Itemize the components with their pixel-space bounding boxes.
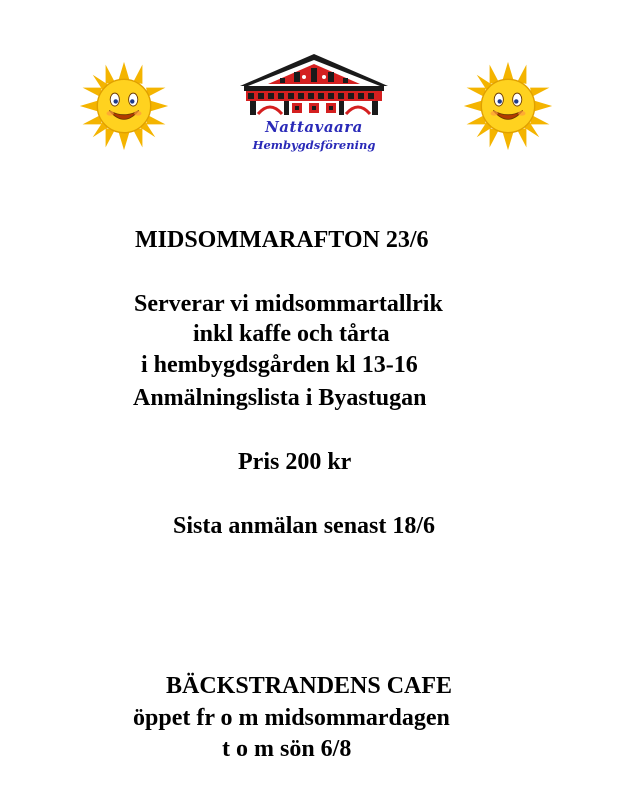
- cafe-open-from: öppet fr o m midsommardagen: [133, 705, 450, 731]
- serving-line: Anmälningslista i Byastugan: [133, 385, 427, 411]
- event-heading: MIDSOMMARAFTON 23/6: [135, 227, 429, 253]
- logo-name: Nattavaara: [265, 118, 363, 136]
- serving-line: inkl kaffe och tårta: [193, 321, 390, 347]
- serving-line: i hembygdsgården kl 13-16: [141, 352, 418, 378]
- price-text: Pris 200 kr: [238, 449, 352, 475]
- logo-subtitle: Hembygdsförening: [252, 138, 376, 152]
- sun-icon: [78, 60, 170, 152]
- sun-icon: [462, 60, 554, 152]
- cafe-open-until: t o m sön 6/8: [222, 736, 352, 762]
- deadline-text: Sista anmälan senast 18/6: [173, 513, 436, 539]
- cafe-name: BÄCKSTRANDENS CAFE: [166, 673, 453, 699]
- serving-line: Serverar vi midsommartallrik: [134, 291, 443, 317]
